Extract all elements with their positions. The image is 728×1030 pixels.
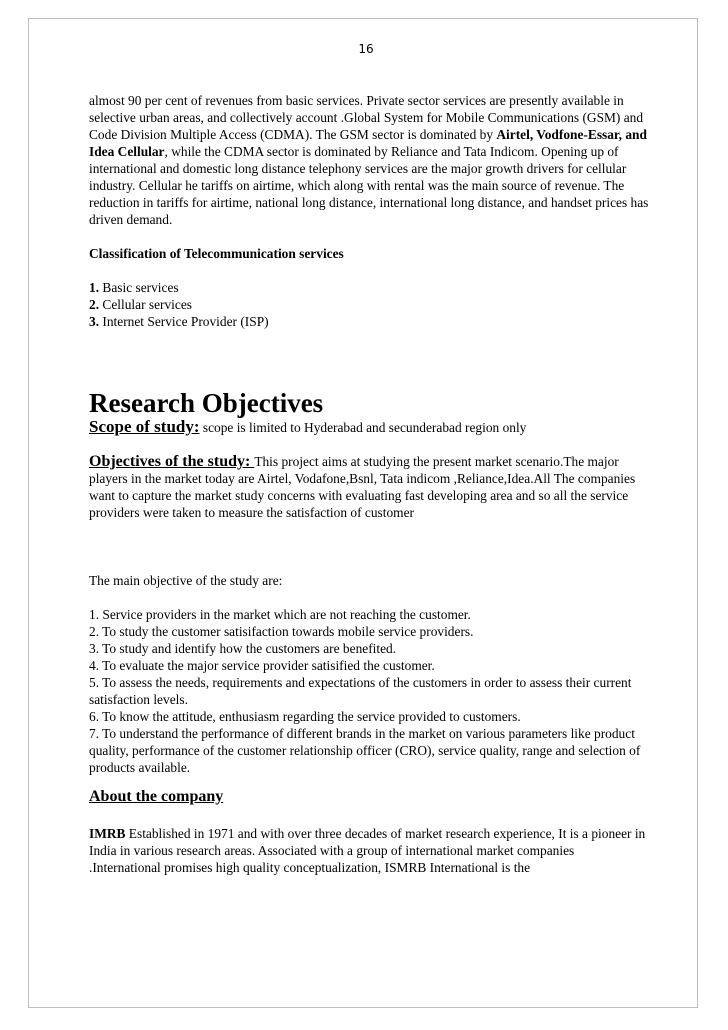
objective-item: 6. To know the attitude, enthusiasm regarding the service provided to customers. [89, 709, 521, 724]
objective-item: 5. To assess the needs, requirements and expectations of the customers in order to assess their current satisfaction levels. [89, 675, 632, 707]
classification-item: 2. Cellular services [89, 297, 193, 312]
intro-text-1: almost 90 per cent of revenues from basic services. Private sector services are presently available in selective urban areas, and collectively account .Global System for Mobile Communications (GSM) and Code Division Multiple Access (CDMA). The GSM sector is dominated by [89, 93, 644, 142]
objective-item: 7. To understand the performance of different brands in the market on various parameters like product quality, performance of the customer relationship officer (CRO), service quality, range and selection of products available. [89, 726, 641, 775]
objective-item: 2. To study the customer satisifaction towards mobile service providers. [89, 624, 474, 639]
scope-text: scope is limited to Hyderabad and secunderabad region only [199, 420, 527, 435]
objective-item: 1. Service providers in the market which are not reaching the customer. [89, 607, 471, 622]
objectives-text: This project aims at studying the present market scenario.The major players in the market today are Airtel, Vodafone,Bsnl, Tata indicom ,Reliance,Idea.All The companies want to capture the market study concerns with evaluating fast developing area and so all the service providers were taken to measure the satisfaction of customer [89, 454, 636, 520]
intro-text-2: , while the CDMA sector is dominated by Reliance and Tata Indicom. Opening up of international and domestic long distance telephony services are the major growth drivers for cellular industry. Cellular he tariffs on airtime, which along with rental was the main source of revenue. The reduction in tariffs for airtime, national long distance, international long distance, and handset prices has driven demand. [89, 144, 649, 227]
objective-item: 3. To study and identify how the customers are benefited. [89, 641, 397, 656]
intro-paragraph [89, 92, 649, 228]
intro-bold: Airtel, Vodfone-Essar, and Idea Cellular [89, 127, 647, 159]
document-body [89, 92, 649, 876]
scope-label: Scope of study: [89, 417, 200, 436]
about-paragraph [89, 825, 649, 876]
page-number: 16 [358, 42, 374, 56]
about-heading: About the company [89, 788, 224, 805]
objectives-paragraph [89, 453, 649, 521]
objectives-label: Objectives of the study: [89, 453, 255, 470]
main-objective: The main objective of the study are: [89, 573, 283, 588]
scope-of-study [89, 418, 649, 436]
objective-item: 4. To evaluate the major service provider satisified the customer. [89, 658, 435, 673]
classification-item: 1. Basic services [89, 280, 179, 295]
about-lead: IMRB [89, 826, 126, 841]
research-heading: Research Objectives [89, 388, 324, 418]
classification-heading: Classification of Telecommunication services [89, 246, 344, 261]
classification-item: 3. Internet Service Provider (ISP) [89, 314, 269, 329]
about-text: Established in 1971 and with over three decades of market research experience, It is a pioneer in India in various research areas. Associated with a group of international market companies .International promises high quality conceptualization, ISMRB International is the [89, 826, 646, 875]
